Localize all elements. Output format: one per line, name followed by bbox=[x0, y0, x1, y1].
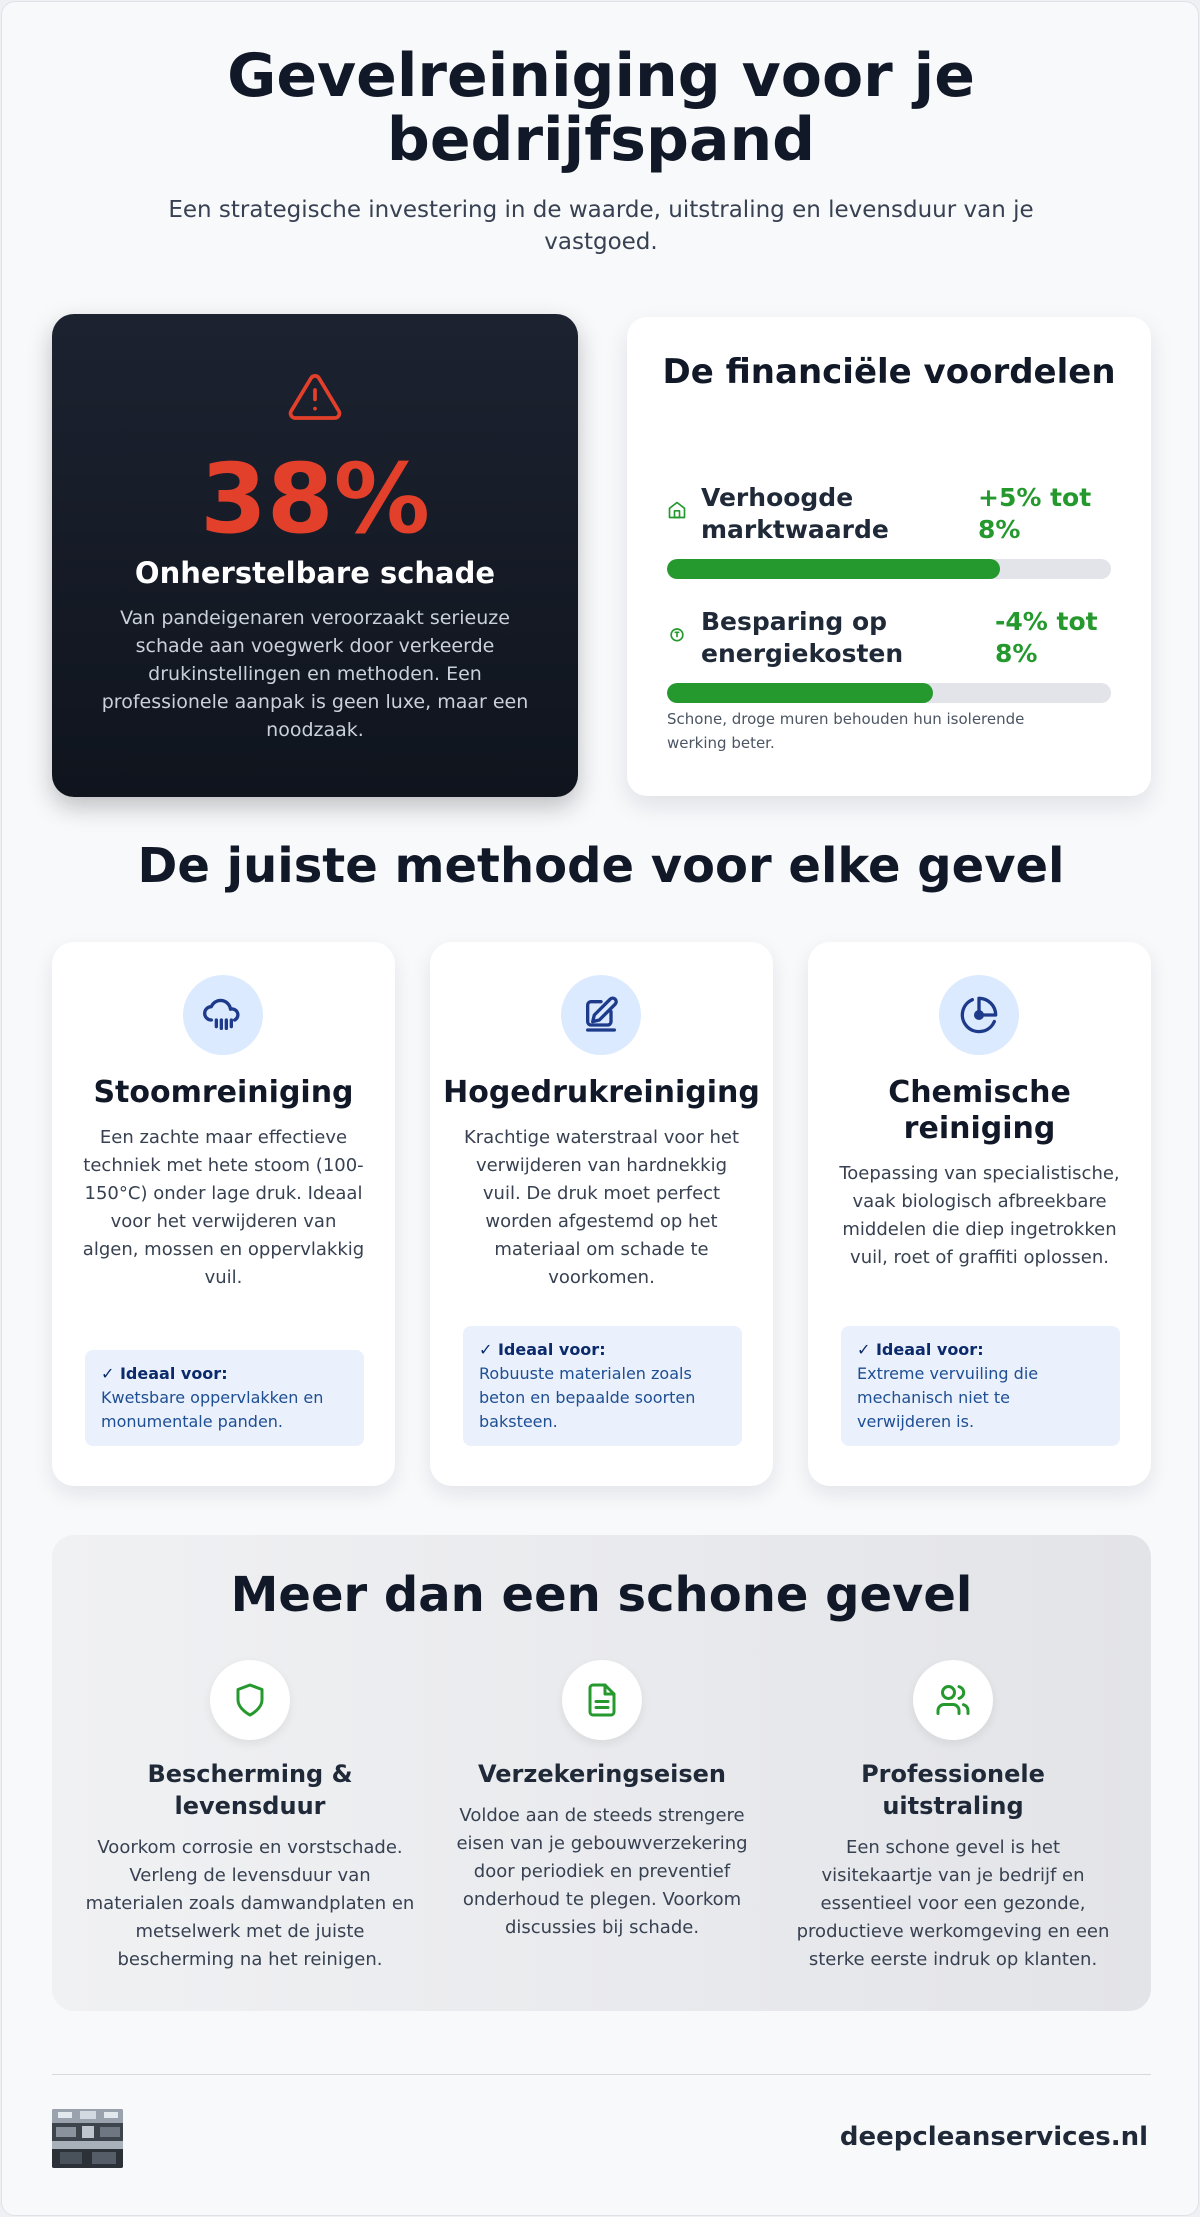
method-text: Krachtige waterstraal voor het verwijderen van hardnekkig vuil. De druk moet perfect worden afgestemd op het materiaal om schade te voorkomen. bbox=[463, 1127, 740, 1288]
page-subtitle: Een strategische investering in de waarde, uitstraling en levensduur van je vastgoed. bbox=[168, 197, 1034, 255]
financial-note: Schone, droge muren behouden hun isolerende werking beter. bbox=[667, 710, 1025, 752]
damage-percent: 38% bbox=[200, 443, 430, 555]
damage-card bbox=[52, 314, 578, 797]
method-icon-circle bbox=[183, 975, 263, 1055]
method-icon-circle bbox=[939, 975, 1019, 1055]
footer-divider bbox=[52, 2074, 1151, 2075]
ideal-for-label: ✓ Ideaal voor: bbox=[101, 1364, 228, 1383]
shield-icon bbox=[232, 1682, 268, 1718]
method-title: Hogedrukreiniging bbox=[443, 1075, 760, 1110]
financial-row-value: -4% tot 8% bbox=[995, 607, 1098, 668]
benefit-icon-circle bbox=[210, 1660, 290, 1740]
benefit-text: Voorkom corrosie en vorstschade. Verleng de levensduur van materialen zoals damwandplaten en metselwerk met de juiste bescherming na het reinigen. bbox=[85, 1837, 415, 1970]
method-title: Chemische reiniging bbox=[888, 1075, 1071, 1146]
financial-title: De financiële voordelen bbox=[662, 352, 1116, 392]
house-icon bbox=[667, 500, 687, 520]
infographic-page bbox=[1, 1, 1199, 2216]
ideal-for-box bbox=[841, 1326, 1120, 1446]
hero bbox=[2, 41, 1199, 258]
benefit-title: Verzekeringseisen bbox=[478, 1760, 726, 1788]
method-icon-circle bbox=[561, 975, 641, 1055]
market-value-progress-bar bbox=[667, 559, 1111, 579]
thermometer-icon bbox=[667, 624, 687, 644]
benefit-text: Een schone gevel is het visitekaartje van je bedrijf en essentieel voor een gezonde, productieve werkomgeving en een sterke eerste indruk op klanten. bbox=[796, 1837, 1110, 1970]
financial-row-label: Besparing op energiekosten bbox=[701, 607, 904, 668]
method-card-high-pressure bbox=[430, 942, 773, 1486]
ideal-for-text: Kwetsbare oppervlakken en monumentale panden. bbox=[101, 1388, 324, 1431]
progress-fill bbox=[667, 559, 1000, 579]
benefit-icon-circle bbox=[562, 1660, 642, 1740]
financial-row-value: +5% tot 8% bbox=[978, 483, 1092, 544]
benefit-icon-circle bbox=[913, 1660, 993, 1740]
warning-triangle-icon bbox=[285, 369, 345, 425]
ideal-for-box bbox=[463, 1326, 742, 1446]
damage-title: Onherstelbare schade bbox=[134, 556, 496, 590]
kitchen-photo-thumbnail bbox=[52, 2109, 123, 2168]
benefit-title: Bescherming & levensduur bbox=[147, 1760, 353, 1820]
steam-cloud-icon bbox=[203, 995, 243, 1035]
document-icon bbox=[584, 1682, 620, 1718]
pen-square-icon bbox=[581, 995, 621, 1035]
ideal-for-text: Extreme vervuiling die mechanisch niet te verwijderen is. bbox=[857, 1364, 1039, 1431]
damage-text: Van pandeigenaren veroorzaakt serieuze schade aan voegwerk door verkeerde drukinstellingen en methoden. Een professionele aanpak is geen luxe, maar een noodzaak. bbox=[101, 607, 529, 741]
benefit-text: Voldoe aan de steeds strengere eisen van je gebouwverzekering door periodiek en preventief onderhoud te plegen. Voorkom discussies bij schade. bbox=[456, 1805, 748, 1938]
ideal-for-label: ✓ Ideaal voor: bbox=[857, 1340, 984, 1359]
method-title: Stoomreiniging bbox=[93, 1075, 354, 1110]
pie-chart-icon bbox=[959, 995, 999, 1035]
ideal-for-box bbox=[85, 1350, 364, 1446]
method-card-chemical bbox=[808, 942, 1151, 1486]
ideal-for-text: Robuuste materialen zoals beton en bepaalde soorten baksteen. bbox=[479, 1364, 696, 1431]
financial-row-label: Verhoogde marktwaarde bbox=[701, 483, 889, 544]
financial-card bbox=[627, 317, 1151, 796]
benefits-section bbox=[52, 1535, 1151, 2011]
energy-progress-bar bbox=[667, 683, 1111, 703]
benefits-title: Meer dan een schone gevel bbox=[230, 1567, 973, 1623]
benefit-title: Professionele uitstraling bbox=[861, 1760, 1045, 1820]
footer-domain: deepcleanservices.nl bbox=[839, 2122, 1148, 2152]
method-text: Een zachte maar effectieve techniek met hete stoom (100-150°C) onder lage druk. Ideaal voor het verwijderen van algen, mossen en oppervlakkig vuil. bbox=[82, 1127, 365, 1288]
method-card-steam bbox=[52, 942, 395, 1486]
method-text: Toepassing van specialistische, vaak biologisch afbreekbare middelen die diep ingetrokken vuil, roet of graffiti oplossen. bbox=[839, 1163, 1120, 1268]
users-icon bbox=[935, 1682, 971, 1718]
progress-fill bbox=[667, 683, 933, 703]
ideal-for-label: ✓ Ideaal voor: bbox=[479, 1340, 606, 1359]
page-title: Gevelreiniging voor je bedrijfspand bbox=[227, 41, 975, 175]
methods-title: De juiste methode voor elke gevel bbox=[137, 838, 1065, 894]
